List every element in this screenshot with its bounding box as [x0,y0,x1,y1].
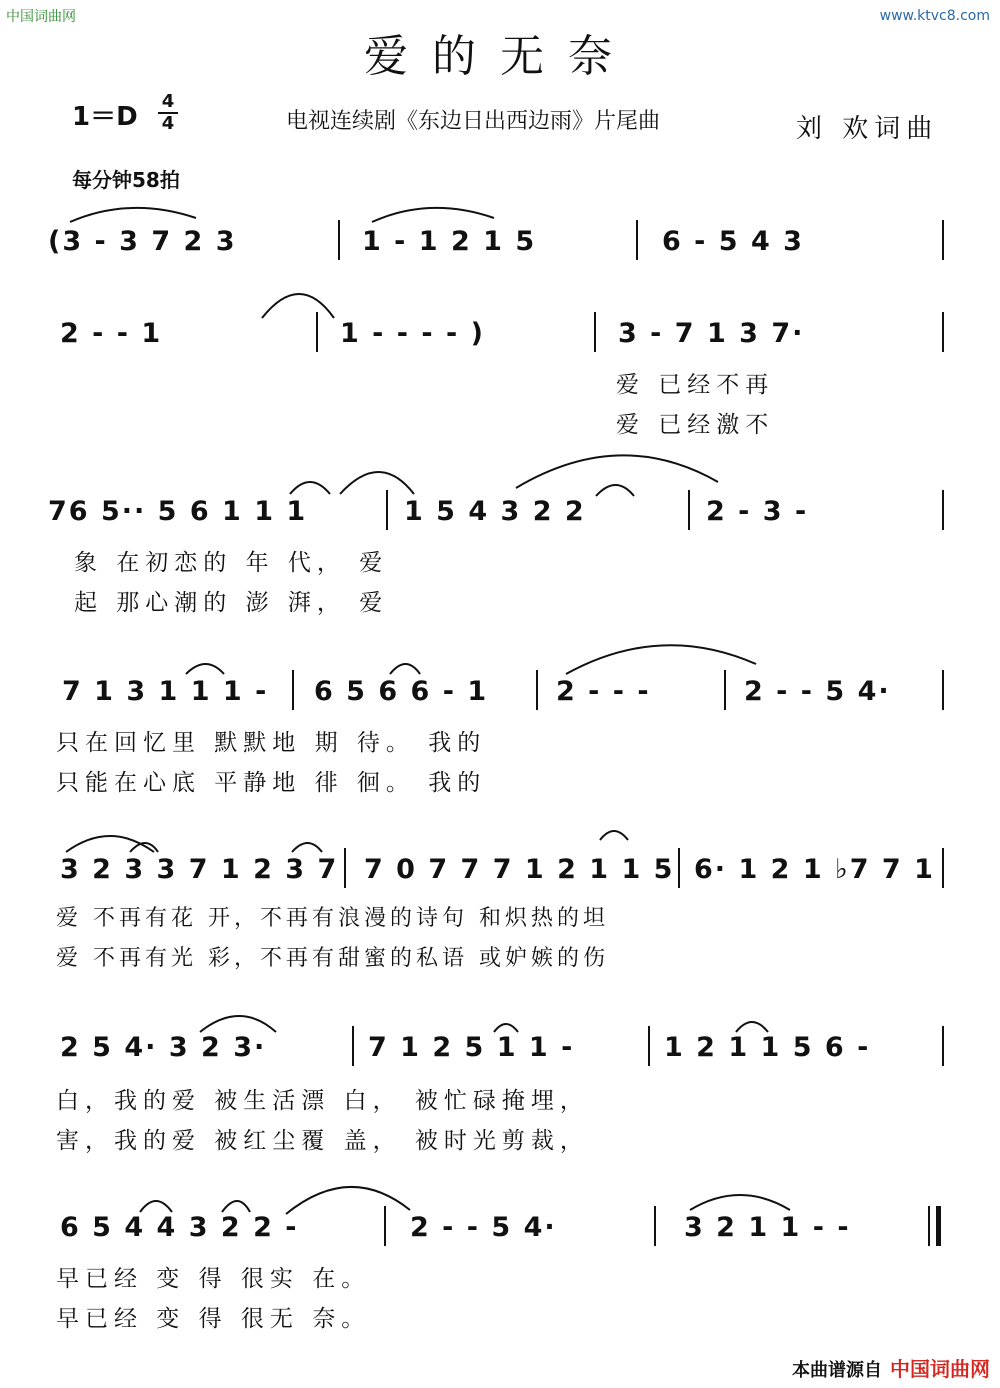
lyrics-verse-2: 爱 已经激不 [616,412,775,438]
lyrics-verse-1: 爱 不再有花 开，不再有浪漫的诗句 和炽热的坦 [56,906,609,931]
measure: 2 - - - [556,676,651,707]
barline [594,312,596,352]
measure: 2 - - 5 4· [410,1212,557,1243]
barline [648,1026,650,1066]
measure: 3 2 1 1 - - [684,1212,851,1243]
measure: 1 - - - - ) [340,318,485,349]
barline [384,1206,386,1246]
lyrics-verse-2: 爱 不再有光 彩，不再有甜蜜的私语 或妒嫉的伤 [56,946,609,971]
score-line-7 [0,1206,1000,1332]
song-title: 爱的无奈 [364,31,636,82]
measure: 1 5 4 3 2 2 [404,496,586,527]
lyrics-verse-1: 白，我的爱 被生活漂 白， 被忙碌掩埋， [56,1088,589,1114]
measure: 6 - 5 4 3 [662,226,804,257]
measure: 6· 1 2 1 ♭7 7 1 [694,854,935,885]
measure: 1 2 1 1 5 6 - [664,1032,871,1063]
measure: 3 2 3 3 7 1 2 3 7 [60,854,339,885]
barline [536,670,538,710]
time-signature-bottom: 4 [161,113,175,134]
measure: (3 - 3 7 2 3 [48,226,237,257]
barline [338,220,340,260]
lyrics-verse-2: 害，我的爱 被红尘覆 盖， 被时光剪裁， [56,1128,589,1154]
barline [636,220,638,260]
final-barline-thick [936,1206,941,1246]
lyrics-verse-1: 只在回忆里 默默地 期 待。 我的 [56,730,487,756]
time-signature [158,92,178,134]
barline [352,1026,354,1066]
measure: 7 1 2 5 1 1 - [368,1032,575,1063]
final-barline-thin [928,1206,930,1246]
score-line-5 [0,848,1000,971]
barline [942,312,944,352]
footer-source: 本曲谱源自 [792,1360,882,1381]
score-line-3 [0,490,1000,616]
barline [654,1206,656,1246]
measure: 2 5 4· 3 2 3· [60,1032,267,1063]
measure: 2 - - 5 4· [744,676,891,707]
lyrics-verse-1: 象 在初恋的 年 代， 爱 [74,550,389,576]
measure: 2 - 3 - [706,496,809,527]
watermark-top-left: 中国词曲网 [6,9,76,25]
barline [942,490,944,530]
barline [942,1026,944,1066]
barline [688,490,690,530]
barline [316,312,318,352]
measure: 3 - 7 1 3 7· [618,318,805,349]
lyrics-verse-2: 只能在心底 平静地 徘 徊。 我的 [56,770,487,796]
song-subtitle: 电视连续剧《东边日出西边雨》片尾曲 [286,109,661,134]
measure: 6 5 4 4 3 2 2 - [60,1212,299,1243]
lyrics-verse-1: 爱 已经不再 [616,372,775,398]
measure: 7 1 3 1 1 1 - [62,676,269,707]
score-line-2 [0,312,1000,438]
measure: 76 5·· 5 6 1 1 1 [48,496,308,527]
lyrics-verse-1: 早已经 变 得 很实 在。 [56,1266,371,1292]
barline [942,220,944,260]
lyrics-verse-2: 早已经 变 得 很无 奈。 [56,1306,371,1332]
barline [678,848,680,888]
composer-credit: 刘 欢词曲 [796,114,939,144]
barline [292,670,294,710]
measure: 1 - 1 2 1 5 [362,226,537,257]
barline [386,490,388,530]
measure: 2 - - 1 [60,318,163,349]
barline [942,670,944,710]
barline [344,848,346,888]
lyrics-verse-2: 起 那心潮的 澎 湃， 爱 [74,590,389,616]
score-line-6 [0,1026,1000,1154]
tempo-marking: 每分钟58拍 [72,168,180,192]
barline [942,848,944,888]
measure: 7 0 7 7 7 1 2 1 1 5 [364,854,675,885]
score-line-4 [0,670,1000,796]
measure: 6 5 6 6 - 1 [314,676,489,707]
footer-site-logo: 中国词曲网 [890,1357,990,1381]
watermark-top-right: www.ktvc8.com [879,8,990,24]
barline [724,670,726,710]
time-signature-top: 4 [161,91,175,112]
key-signature: 1＝D [72,102,138,132]
